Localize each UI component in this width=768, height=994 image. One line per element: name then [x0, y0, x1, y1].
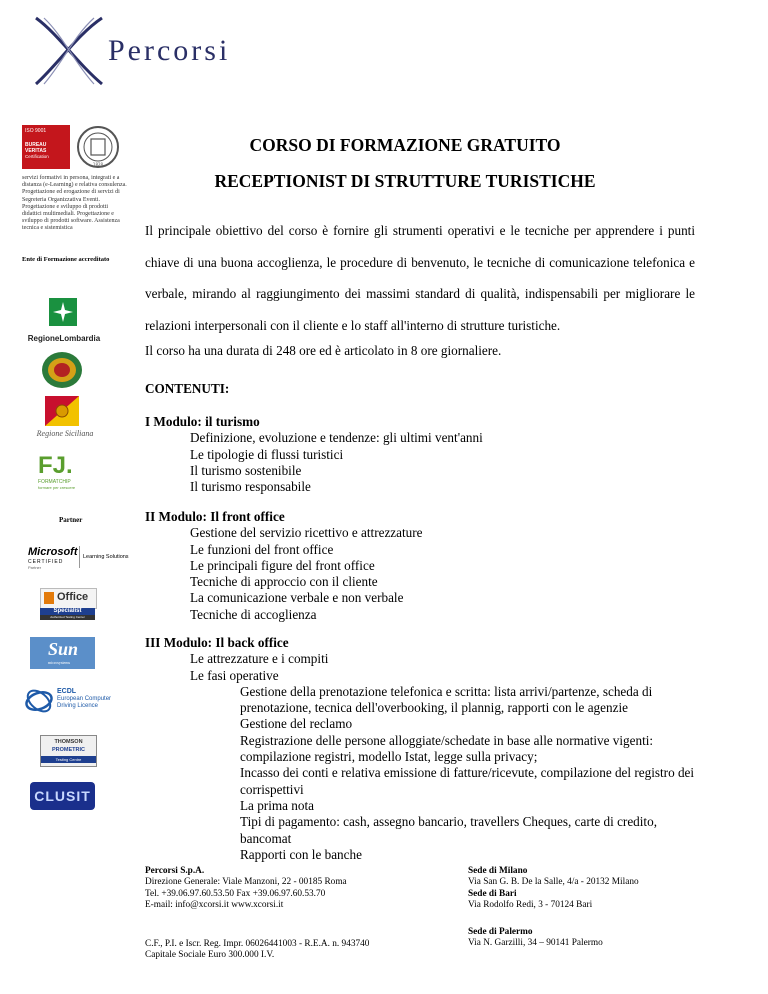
- module-2: [145, 509, 423, 623]
- iso-certification-badge: ISO 9001 BUREAU VERITAS Certification 1828: [22, 125, 122, 169]
- regione-siciliana-logo: Regione Siciliana: [25, 396, 105, 444]
- module-item: La comunicazione verbale e non verbale: [190, 590, 404, 606]
- module-item: Il turismo responsabile: [190, 479, 311, 495]
- module-title: III Modulo: Il back office: [145, 635, 289, 650]
- thomson-prometric-logo: THOMSON PROMETRIC Testing Centre: [40, 735, 97, 767]
- regione-emblem-icon: [40, 350, 84, 390]
- office-label: Sede di Palermo: [468, 927, 533, 937]
- module-subitem: Registrazione delle persone alloggiate/schedate in base alle normative vigenti: compilazione registri, modello Istat, legge sulla privacy;: [240, 732, 654, 765]
- module-1: [145, 414, 483, 495]
- office-specialist-logo: Office Specialist Authorized Testing Center: [40, 588, 95, 620]
- course-title: CORSO DI FORMAZIONE GRATUITO: [249, 135, 561, 155]
- module-subitem: Tipi di pagamento: cash, assegno bancario, travellers Cheques, carte di credito, bancomat: [240, 814, 657, 846]
- module-subitem: Rapporti con le banche: [240, 846, 362, 862]
- footer-company-info: [145, 866, 347, 911]
- contact-email: E-mail: info@xcorsi.it www.xcorsi.it: [145, 899, 284, 910]
- share-capital: Capitale Sociale Euro 300.000 I.V.: [145, 950, 275, 961]
- sun-microsystems-logo: Sun microsystems: [30, 637, 95, 669]
- formatchip-logo: FJ. FORMATCHIP formare per crescere: [38, 452, 76, 490]
- percorsi-x-logo: [28, 14, 108, 88]
- office-label: Sede di Milano: [468, 866, 528, 876]
- office-address: Via N. Garzilli, 34 – 90141 Palermo: [468, 938, 603, 949]
- footer-office-palermo: [468, 927, 603, 950]
- ecdl-logo: ECDL European Computer Driving Licence: [24, 686, 124, 716]
- module-item: Definizione, evoluzione e tendenze: gli ultimi vent'anni: [190, 430, 483, 446]
- module-item: Gestione del servizio ricettivo e attrezzature: [190, 525, 423, 541]
- services-description: servizi formativi in persona, integrati e a distanza (e-Learning) e relativa consulenza. Progettazione ed erogazione di servizi di Segreteria Organizzativa Eventi. Progettazione e sviluppo di prodotti didattici multimediali. Progettazione e sviluppo di prodotti software. Assistenza tecnica e sistemistica: [22, 175, 127, 232]
- registration-info: C.F., P.I. e Iscr. Reg. Impr. 06026441003 - R.E.A. n. 943740: [145, 939, 370, 949]
- regione-lombardia-logo: RegioneLombardia: [24, 298, 104, 346]
- module-subitem: Gestione della prenotazione telefonica e scritta: lista arrivi/partenze, scheda di prenotazione, tecnica dell'overbooking, il plannig, rapporti con le agenzie: [240, 683, 653, 716]
- partner-label: Partner: [59, 516, 83, 524]
- module-subitem: Incasso dei conti e relativa emissione di fatture/ricevute, compilazione del registro dei corrispettivi: [240, 765, 695, 797]
- microsoft-certified-partner-logo: Microsoft CERTIFIED Partner Learning Solutions: [28, 546, 129, 570]
- svg-text:1828: 1828: [92, 162, 104, 167]
- module-item: Le fasi operative: [190, 667, 279, 683]
- office-address: Via Rodolfo Redi, 3 - 70124 Bari: [468, 899, 593, 910]
- module-item: Le funzioni del front office: [190, 541, 334, 557]
- office-label: Sede di Bari: [468, 888, 517, 899]
- accredited-label: Ente di Formazione accreditato: [22, 256, 110, 263]
- module-title: I Modulo: il turismo: [145, 414, 260, 429]
- module-item: Tecniche di accoglienza: [190, 606, 317, 622]
- module-item: Le attrezzature e i compiti: [190, 651, 329, 667]
- module-subitem: La prima nota: [240, 797, 314, 813]
- module-item: Il turismo sostenibile: [190, 462, 302, 478]
- company-name: Percorsi S.p.A.: [145, 866, 205, 876]
- module-subitem: Gestione del reclamo: [240, 716, 353, 732]
- contents-heading: CONTENUTI:: [145, 381, 230, 396]
- office-address: Via San G. B. De la Salle, 4/a - 20132 Milano: [468, 877, 639, 888]
- module-title: II Modulo: Il front office: [145, 509, 285, 524]
- hq-address: Direzione Generale: Viale Manzoni, 22 - 00185 Roma: [145, 877, 347, 888]
- lombardy-rose-icon: [49, 298, 77, 326]
- bureau-veritas-seal-icon: [76, 125, 120, 169]
- trinacria-icon: [45, 396, 79, 426]
- clusit-logo: CLUSIT: [30, 782, 95, 810]
- footer-offices: [468, 866, 639, 911]
- course-subtitle: RECEPTIONIST DI STRUTTURE TURISTICHE: [214, 171, 596, 191]
- brand-name: Percorsi: [108, 34, 231, 67]
- module-item: Le tipologie di flussi turistici: [190, 446, 344, 462]
- footer-registration: [145, 939, 369, 962]
- contact-phone: Tel. +39.06.97.60.53.50 Fax +39.06.97.60.53.70: [145, 888, 326, 899]
- ecdl-globe-icon: [24, 686, 54, 716]
- module-item: Le principali figure del front office: [190, 557, 375, 573]
- module-item: Tecniche di approccio con il cliente: [190, 574, 378, 590]
- course-objective: Il principale obiettivo del corso è fornire gli strumenti operativi e le tecniche per apprendere i punti chiave di una buona accoglienza, le procedure di benvenuto, le tecniche di comunicazione telefonica e verbale, mirando al raggiungimento dei massimi standard di qualità, indispensabili per migliorare le relazioni interpersonali con il cliente e lo staff all'interno di strutture turistiche.: [145, 223, 695, 333]
- module-3: [145, 635, 710, 863]
- course-duration: Il corso ha una durata di 248 ore ed è articolato in 8 ore giornaliere.: [145, 343, 502, 358]
